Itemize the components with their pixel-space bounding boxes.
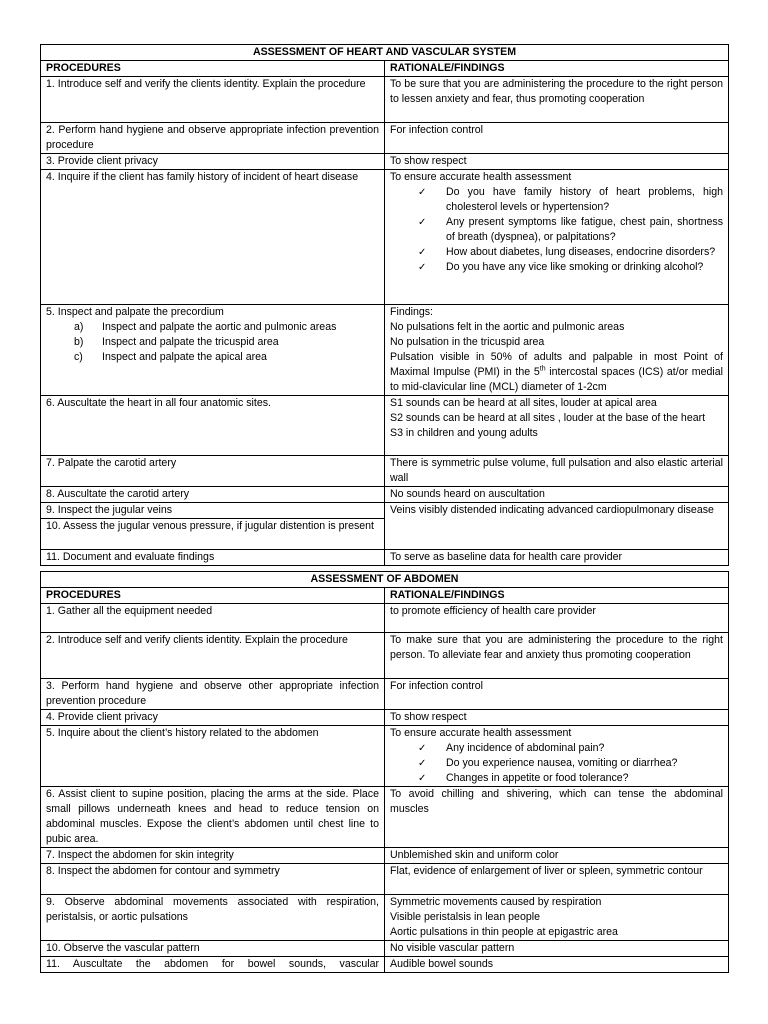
sub-step: c) Inspect and palpate the apical area (74, 351, 267, 363)
sub-step: a) Inspect and palpate the aortic and pulmonic areas (74, 321, 337, 333)
table-row (41, 957, 729, 973)
table-row (41, 710, 729, 726)
procedure-cell: 8. Inspect the abdomen for contour and symmetry (41, 864, 385, 895)
finding-text: S2 sounds can be heard at all sites , louder at the base of the heart (390, 412, 706, 424)
rationale-text: To ensure accurate health assessment (390, 171, 572, 183)
rationale-cell: There is symmetric pulse volume, full pulsation and also elastic arterial wall (385, 456, 729, 487)
table-row (41, 604, 729, 633)
checklist-item: ✓ How about diabetes, lung diseases, endocrine disorders? (418, 246, 716, 258)
procedure-cell: 6. Auscultate the heart in all four anatomic sites. (41, 396, 385, 456)
finding-text: Visible peristalsis in lean people (390, 911, 540, 923)
rationale-cell: To serve as baseline data for health care provider (385, 550, 729, 566)
rationale-cell: No visible vascular pattern (385, 941, 729, 957)
procedure-cell: 7. Inspect the abdomen for skin integrity (41, 848, 385, 864)
rationale-text: To ensure accurate health assessment (390, 727, 572, 739)
rationale-cell (385, 170, 729, 305)
procedure-cell: 8. Auscultate the carotid artery (41, 487, 385, 503)
checklist-item: ✓ Any present symptoms like fatigue, chest pain, shortness of breath (dyspnea), or palpitations? (418, 216, 724, 243)
rationale-cell: To be sure that you are administering the procedure to the right person to lessen anxiety and fear, thus promoting cooperation (385, 77, 729, 123)
procedure-cell: 10. Observe the vascular pattern (41, 941, 385, 957)
findings-label: Findings: (390, 306, 433, 318)
rationale-cell: To show respect (385, 154, 729, 170)
finding-text: Symmetric movements caused by respiration (390, 896, 602, 908)
table-row (41, 864, 729, 895)
procedure-cell (41, 305, 385, 396)
rationale-cell (385, 895, 729, 941)
procedure-cell: 11. Auscultate the abdomen for bowel sounds, vascular (41, 957, 385, 973)
table-row (41, 77, 729, 123)
procedures-header: PROCEDURES (41, 588, 385, 604)
checkmark-icon: ✓ (418, 743, 427, 754)
procedure-cell: 1. Introduce self and verify the clients identity. Explain the procedure (41, 77, 385, 123)
rationale-cell: To make sure that you are administering the procedure to the right person. To alleviate fear and anxiety thus promoting cooperation (385, 633, 729, 679)
table-row (41, 787, 729, 848)
procedure-cell: 3. Perform hand hygiene and observe other appropriate infection prevention procedure (41, 679, 385, 710)
sub-step: b) Inspect and palpate the tricuspid area (74, 336, 279, 348)
finding-text: No pulsation in the tricuspid area (390, 336, 545, 348)
abdomen-assessment-table (40, 571, 729, 973)
checkmark-icon: ✓ (418, 773, 427, 784)
heart-assessment-table (40, 44, 729, 566)
rationale-header: RATIONALE/FINDINGS (385, 61, 729, 77)
finding-text: Aortic pulsations in thin people at epigastric area (390, 926, 618, 938)
procedure-cell: 4. Provide client privacy (41, 710, 385, 726)
table-row (41, 396, 729, 456)
rationale-cell (385, 726, 729, 787)
finding-text: S1 sounds can be heard at all sites, louder at apical area (390, 397, 657, 409)
rationale-cell: For infection control (385, 123, 729, 154)
checkmark-icon: ✓ (418, 758, 427, 769)
table-row (41, 550, 729, 566)
table-row (41, 679, 729, 710)
rationale-cell: Audible bowel sounds (385, 957, 729, 973)
rationale-cell: To avoid chilling and shivering, which can tense the abdominal muscles (385, 787, 729, 848)
table-row (41, 848, 729, 864)
checkmark-icon: ✓ (418, 187, 427, 198)
procedure-cell: 11. Document and evaluate findings (41, 550, 385, 566)
rationale-cell: To show respect (385, 710, 729, 726)
checklist-item: ✓ Changes in appetite or food tolerance? (418, 772, 629, 784)
checklist-item: ✓ Do you experience nausea, vomiting or diarrhea? (418, 757, 678, 769)
procedure-text: 5. Inspect and palpate the precordium (46, 306, 224, 318)
table-row (41, 503, 729, 519)
procedure-cell: 2. Introduce self and verify clients identity. Explain the procedure (41, 633, 385, 679)
table-row (41, 170, 729, 305)
table-row (41, 895, 729, 941)
table-row (41, 941, 729, 957)
table-title: ASSESSMENT OF ABDOMEN (41, 572, 729, 588)
rationale-cell: Unblemished skin and uniform color (385, 848, 729, 864)
checkmark-icon: ✓ (418, 217, 427, 228)
procedure-cell: 10. Assess the jugular venous pressure, if jugular distention is present (41, 519, 385, 550)
finding-text: Pulsation visible in 50% of adults and palpable in most Point of Maximal Impulse (PMI) in the 5th intercostal spaces (ICS) at/or medial to mid-clavicular line (MCL) diameter of 1-2cm (390, 351, 724, 393)
table-row (41, 633, 729, 679)
table-row (41, 456, 729, 487)
rationale-cell: No sounds heard on auscultation (385, 487, 729, 503)
table-row (41, 726, 729, 787)
rationale-cell (385, 305, 729, 396)
table-title: ASSESSMENT OF HEART AND VASCULAR SYSTEM (41, 45, 729, 61)
procedure-cell: 9. Inspect the jugular veins (41, 503, 385, 519)
rationale-cell: Veins visibly distended indicating advanced cardiopulmonary disease (385, 503, 729, 550)
procedure-cell: 3. Provide client privacy (41, 154, 385, 170)
table-row (41, 123, 729, 154)
procedure-cell: 5. Inquire about the client’s history related to the abdomen (41, 726, 385, 787)
checklist-item: ✓ Do you have family history of heart problems, high cholesterol levels or hypertension? (418, 186, 724, 213)
rationale-cell: For infection control (385, 679, 729, 710)
procedure-cell: 4. Inquire if the client has family history of incident of heart disease (41, 170, 385, 305)
procedure-cell: 1. Gather all the equipment needed (41, 604, 385, 633)
table-row (41, 487, 729, 503)
procedure-cell: 6. Assist client to supine position, placing the arms at the side. Place small pillows underneath knees and head to reduce tension on abdominal muscles. Expose the client’s abdomen until chest line to pubic area. (41, 787, 385, 848)
procedure-cell: 9. Observe abdominal movements associated with respiration, peristalsis, or aortic pulsations (41, 895, 385, 941)
table-row (41, 154, 729, 170)
rationale-header: RATIONALE/FINDINGS (385, 588, 729, 604)
rationale-cell: to promote efficiency of health care provider (385, 604, 729, 633)
procedures-header: PROCEDURES (41, 61, 385, 77)
finding-text: No pulsations felt in the aortic and pulmonic areas (390, 321, 625, 333)
checklist-item: ✓ Any incidence of abdominal pain? (418, 742, 605, 754)
finding-text: S3 in children and young adults (390, 427, 538, 439)
procedure-cell: 7. Palpate the carotid artery (41, 456, 385, 487)
checkmark-icon: ✓ (418, 262, 427, 273)
checkmark-icon: ✓ (418, 247, 427, 258)
checklist-item: ✓ Do you have any vice like smoking or drinking alcohol? (418, 261, 704, 273)
rationale-cell (385, 396, 729, 456)
table-row (41, 305, 729, 396)
rationale-cell: Flat, evidence of enlargement of liver or spleen, symmetric contour (385, 864, 729, 895)
procedure-cell: 2. Perform hand hygiene and observe appropriate infection prevention procedure (41, 123, 385, 154)
